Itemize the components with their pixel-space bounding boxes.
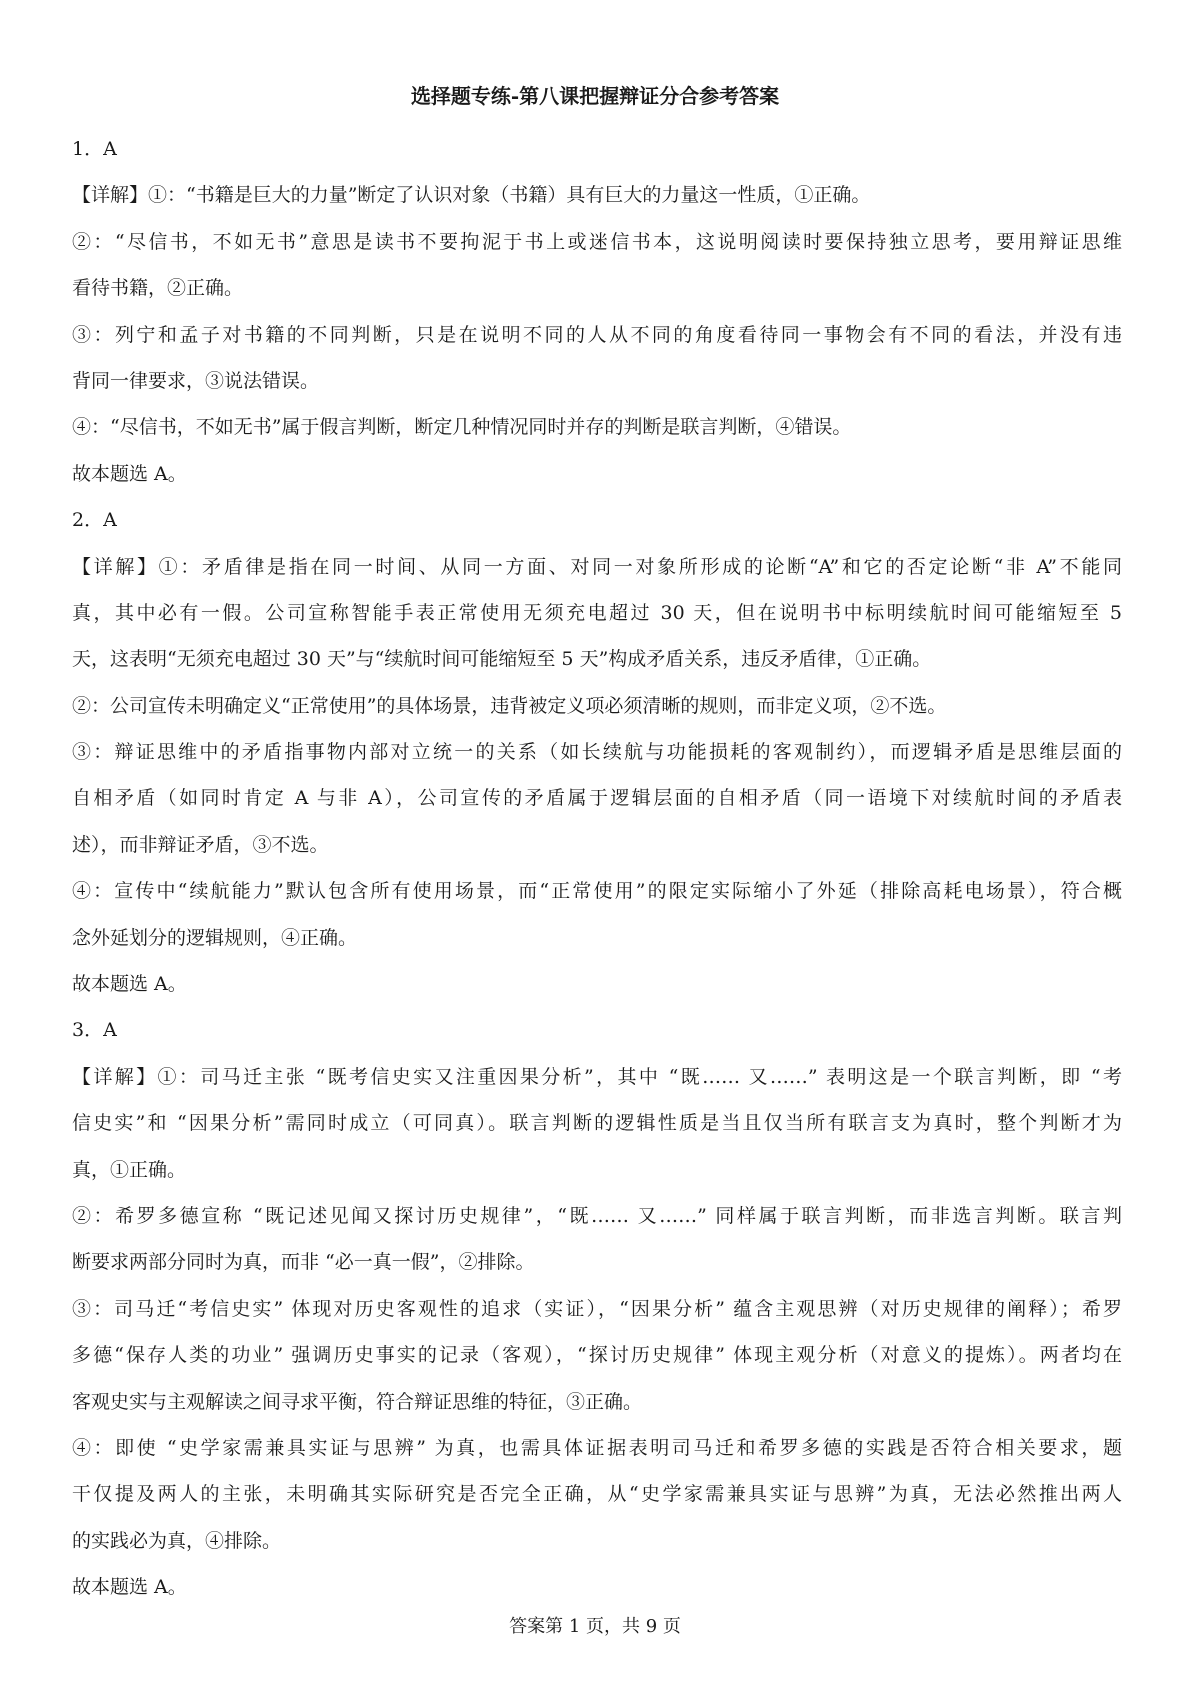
page-footer: 答案第 1 页，共 9 页 bbox=[509, 1616, 681, 1637]
text-line: 1．A bbox=[72, 138, 117, 160]
text-line: 真，①正确。 bbox=[72, 1158, 187, 1181]
text-line: 的实践必为真，④排除。 bbox=[72, 1529, 282, 1552]
text-line: ②：“尽信书，不如无书”意思是读书不要拘泥于书上或迷信书本，这说明阅读时要保持独立思考，要用辩证思维 bbox=[72, 230, 1122, 253]
text-line: 看待书籍，②正确。 bbox=[72, 277, 244, 300]
text-line: ③：司马迁“考信史实” 体现对历史客观性的追求（实证），“因果分析” 蕴含主观思辨（对历史规律的阐释）；希罗 bbox=[72, 1297, 1122, 1320]
text-line: ③：辩证思维中的矛盾指事物内部对立统一的关系（如长续航与功能损耗的客观制约），而逻辑矛盾是思维层面的 bbox=[72, 741, 1122, 764]
text-line: ④：即使 “史学家需兼具实证与思辨” 为真，也需具体证据表明司马迁和希罗多德的实践是否符合相关要求，题 bbox=[72, 1436, 1122, 1459]
text-line: 念外延划分的逻辑规则，④正确。 bbox=[72, 926, 358, 949]
text-line: ②：公司宣传未明确定义“正常使用”的具体场景，违背被定义项必须清晰的规则，而非定义项，②不选。 bbox=[72, 694, 947, 717]
text-line: 多德“保存人类的功业” 强调历史事实的记录（客观），“探讨历史规律” 体现主观分析（对意义的提炼）。两者均在 bbox=[72, 1344, 1122, 1367]
text-line: 【详解】①：司马迁主张 “既考信史实又注重因果分析”，其中 “既…… 又……” 表明这是一个联言判断，即 “考 bbox=[72, 1065, 1122, 1088]
text-line: 客观史实与主观解读之间寻求平衡，符合辩证思维的特征，③正确。 bbox=[72, 1390, 643, 1413]
text-line: 自相矛盾（如同时肯定 A 与非 A），公司宣传的矛盾属于逻辑层面的自相矛盾（同一语境下对续航时间的矛盾表 bbox=[72, 787, 1122, 810]
text-line: ③：列宁和孟子对书籍的不同判断，只是在说明不同的人从不同的角度看待同一事物会有不同的看法，并没有违 bbox=[72, 323, 1122, 346]
text-line: ②：希罗多德宣称 “既记述见闻又探讨历史规律”，“既…… 又……” 同样属于联言判断，而非选言判断。联言判 bbox=[72, 1204, 1122, 1227]
text-line: 天，这表明“无须充电超过 30 天”与“续航时间可能缩短至 5 天”构成矛盾关系，违反矛盾律，①正确。 bbox=[72, 648, 932, 671]
text-line: 述），而非辩证矛盾，③不选。 bbox=[72, 833, 329, 856]
text-line: ④：“尽信书，不如无书”属于假言判断，断定几种情况同时并存的判断是联言判断，④错误。 bbox=[72, 416, 852, 439]
text-line: 故本题选 A。 bbox=[72, 973, 187, 996]
page-title: 选择题专练-第八课把握辩证分合参考答案 bbox=[410, 84, 780, 108]
text-line: 干仅提及两人的主张，未明确其实际研究是否完全正确，从“史学家需兼具实证与思辨”为真，无法必然推出两人 bbox=[72, 1483, 1122, 1506]
text-line: 3．A bbox=[72, 1019, 117, 1042]
text-line: ④：宣传中“续航能力”默认包含所有使用场景，而“正常使用”的限定实际缩小了外延（排除高耗电场景），符合概 bbox=[72, 880, 1122, 903]
text-line: 断要求两部分同时为真，而非 “必一真一假”，②排除。 bbox=[72, 1251, 535, 1274]
text-line: 真，其中必有一假。公司宣称智能手表正常使用无须充电超过 30 天，但在说明书中标明续航时间可能缩短至 5 bbox=[72, 601, 1122, 624]
text-line: 2．A bbox=[72, 509, 117, 532]
text-line: 故本题选 A。 bbox=[72, 1576, 187, 1599]
text-line: 故本题选 A。 bbox=[72, 462, 187, 485]
text-line: 信史实”和 “因果分析”需同时成立（可同真）。联言判断的逻辑性质是当且仅当所有联言支为真时，整个判断才为 bbox=[72, 1112, 1122, 1135]
text-line: 背同一律要求，③说法错误。 bbox=[72, 369, 320, 392]
text-line: 【详解】①：矛盾律是指在同一时间、从同一方面、对同一对象所形成的论断“A”和它的否定论断“非 A”不能同 bbox=[72, 555, 1122, 578]
answer-content bbox=[72, 126, 1122, 1611]
text-line: 【详解】①：“书籍是巨大的力量”断定了认识对象（书籍）具有巨大的力量这一性质，①正确。 bbox=[72, 184, 871, 207]
